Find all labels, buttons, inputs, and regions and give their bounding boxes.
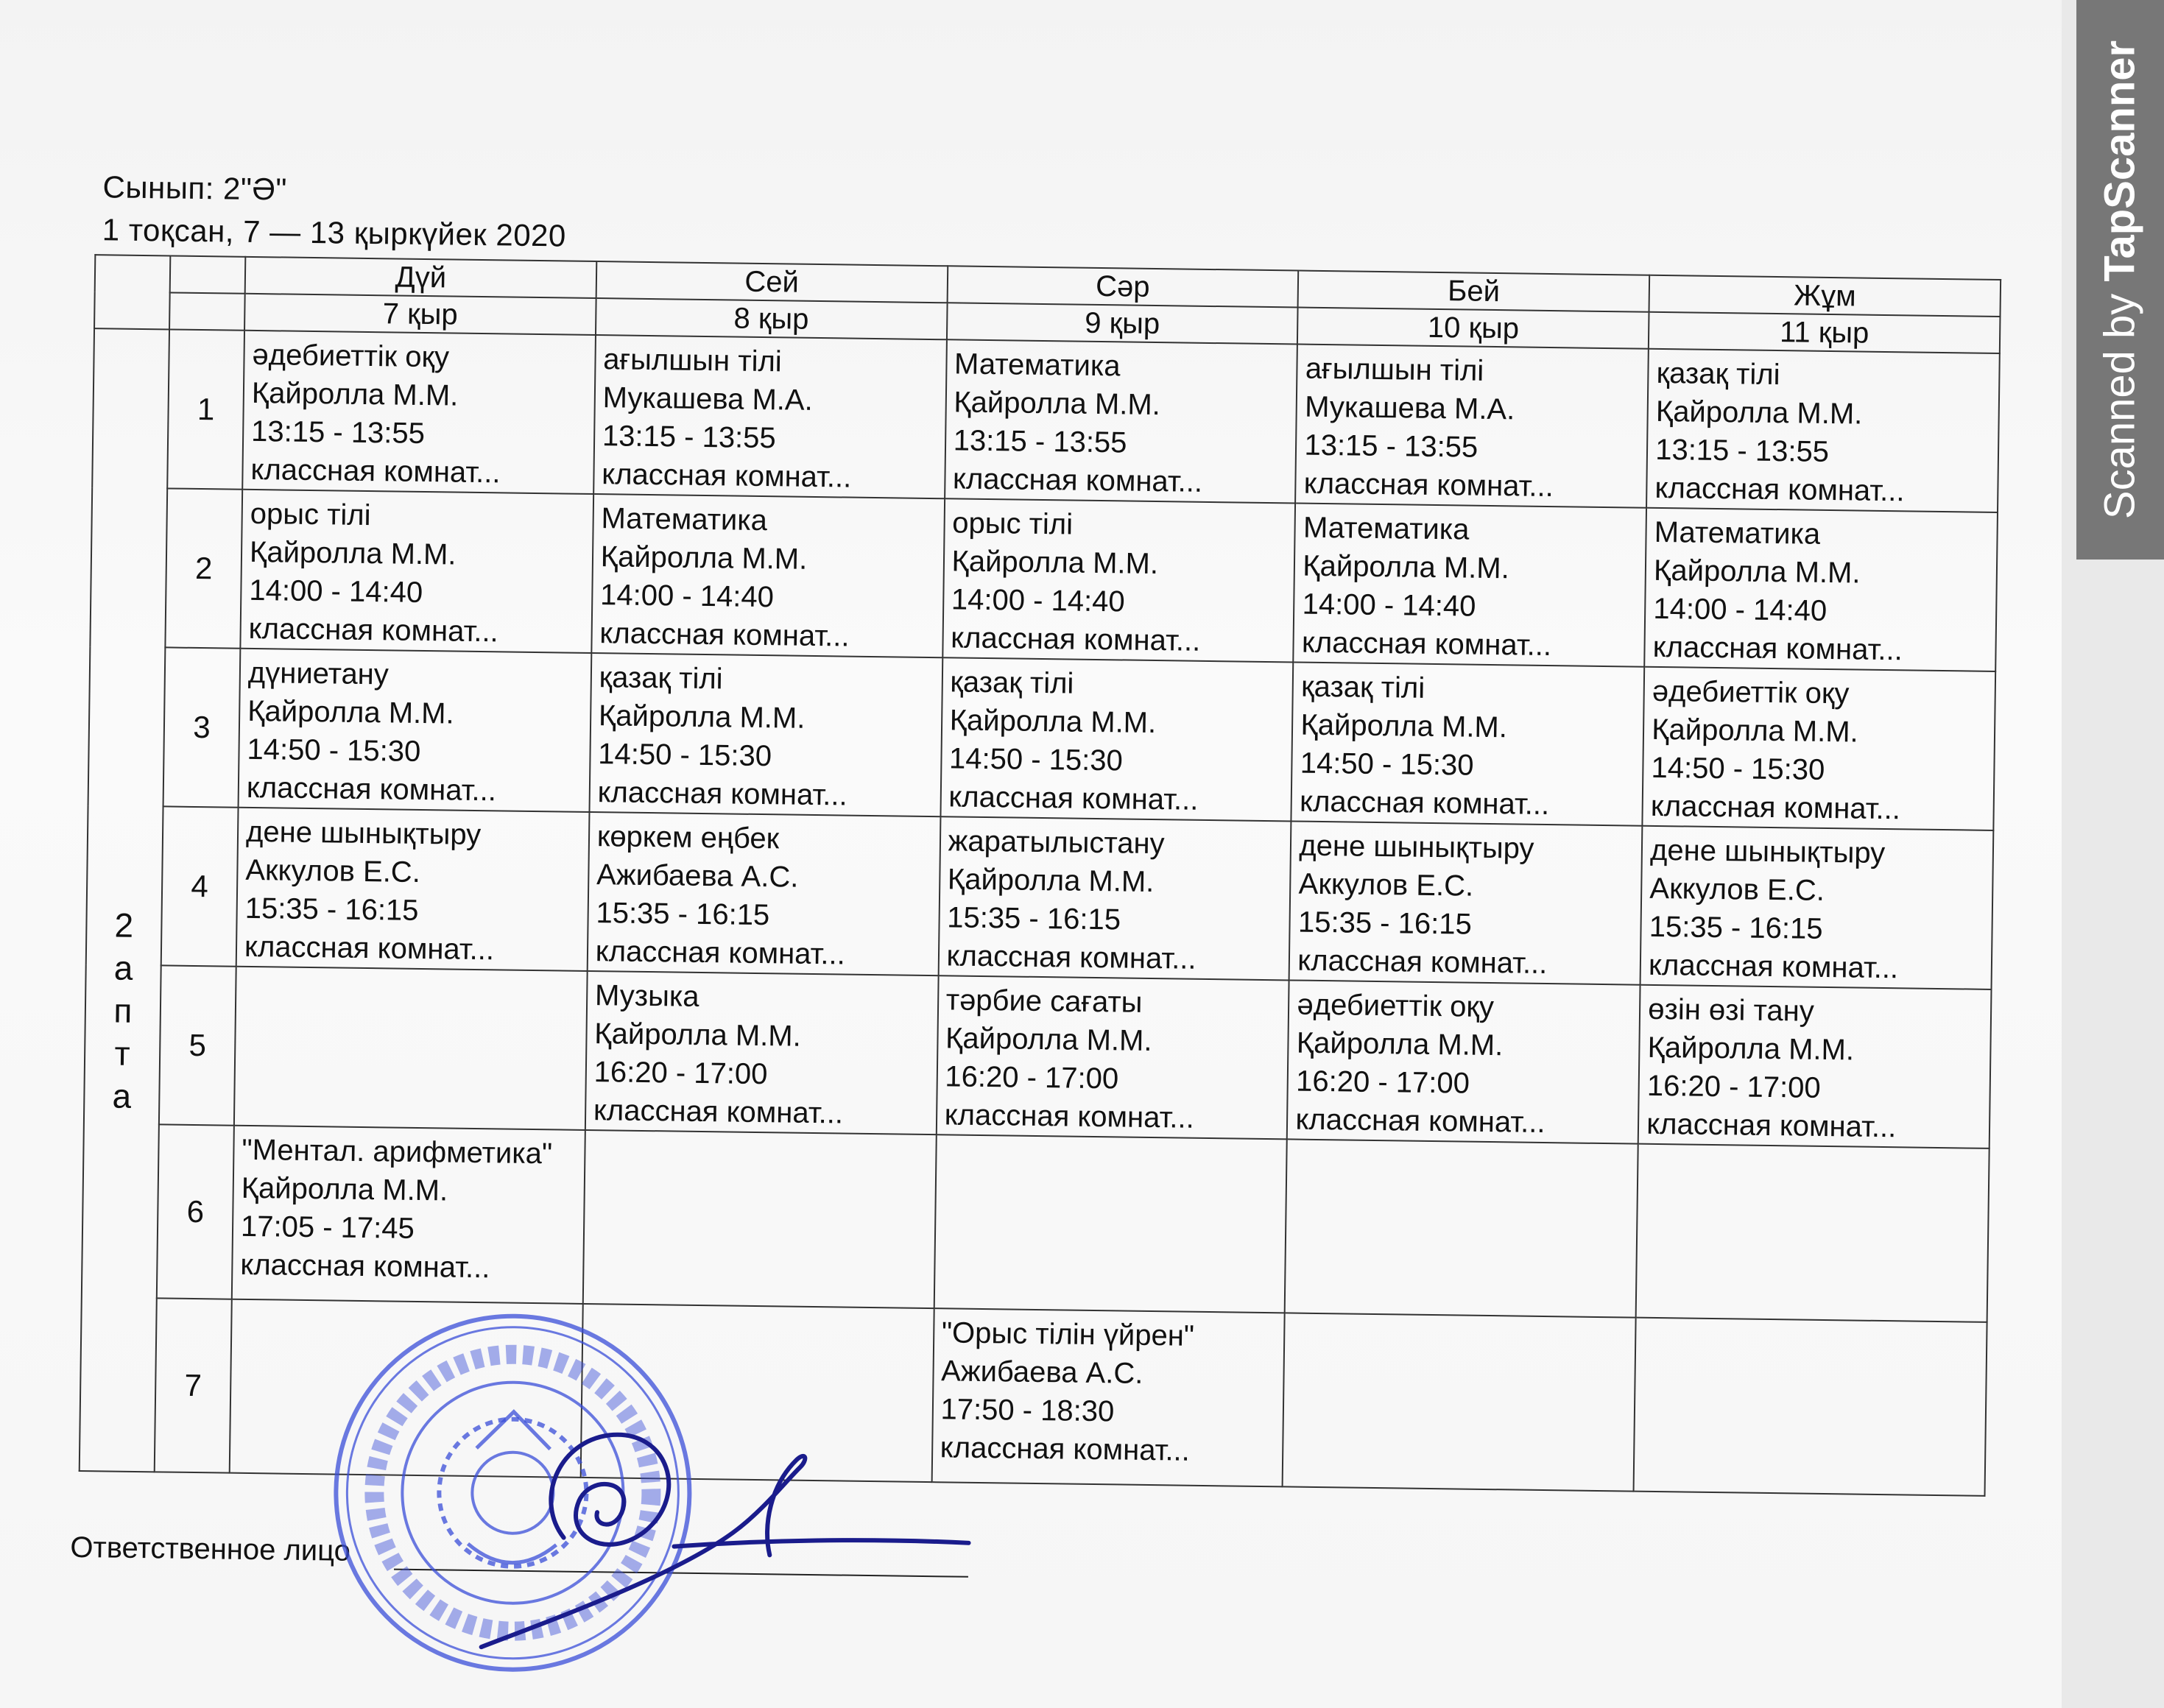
lesson-room: классная комнат...: [940, 1431, 1191, 1467]
lesson-cell: [591, 494, 945, 657]
lesson-teacher: Қайролла М.М.: [949, 704, 1157, 740]
lesson-teacher: Қайролла М.М.: [1296, 1026, 1504, 1062]
lesson-cell: [1643, 667, 1996, 830]
signature: [451, 1352, 1015, 1676]
day-date: 11 қыр: [1649, 312, 2000, 353]
empty-lesson-cell: [1634, 1318, 1987, 1496]
lesson-time: 14:50 - 15:30: [247, 733, 421, 768]
lesson-number: 2: [165, 488, 242, 648]
lesson-row: [88, 646, 1996, 830]
lesson-time: 17:50 - 18:30: [940, 1393, 1115, 1428]
lesson-number: 7: [155, 1298, 232, 1472]
lesson-cell: [1646, 349, 2000, 512]
lesson-teacher: Қайролла М.М.: [600, 540, 808, 576]
empty-lesson-cell: [1283, 1313, 1636, 1491]
lesson-teacher: Қайролла М.М.: [1303, 549, 1510, 585]
lesson-cell: [936, 975, 1289, 1139]
scanner-watermark-text: [2096, 40, 2145, 519]
lesson-room: классная комнат...: [950, 621, 1201, 657]
lesson-subject: дене шынықтыру: [1299, 829, 1534, 865]
lesson-room: классная комнат...: [602, 458, 852, 494]
lesson-room: классная комнат...: [597, 776, 847, 812]
lesson-room: классная комнат...: [595, 935, 846, 971]
lesson-teacher: Аккулов Е.С.: [245, 853, 421, 889]
empty-lesson-cell: [1285, 1139, 1638, 1317]
lesson-time: 14:50 - 15:30: [1300, 747, 1474, 782]
lesson-cell: [1640, 826, 1994, 989]
lesson-room: классная комнат...: [948, 780, 1199, 816]
lesson-subject: қазақ тілі: [599, 661, 723, 696]
lesson-subject: Музыка: [594, 979, 699, 1013]
lesson-time: 14:00 - 14:40: [1653, 592, 1828, 627]
lesson-room: классная комнат...: [599, 617, 850, 653]
lesson-time: 16:20 - 17:00: [1646, 1069, 1821, 1104]
lesson-teacher: Мукашева М.А.: [602, 381, 814, 417]
lesson-room: классная комнат...: [1295, 1103, 1546, 1140]
lesson-time: 13:15 - 13:55: [250, 414, 426, 451]
lesson-subject: орыс тілі: [951, 507, 1074, 541]
lesson-subject: орыс тілі: [250, 497, 371, 532]
lesson-teacher: Қайролла М.М.: [594, 1017, 802, 1053]
lesson-room: классная комнат...: [1303, 467, 1554, 504]
lesson-time: 14:00 - 14:40: [249, 574, 423, 609]
lesson-teacher: Қайролла М.М.: [241, 1171, 448, 1207]
empty-lesson-cell: [583, 1130, 937, 1308]
lesson-subject: қазақ тілі: [1656, 356, 1780, 392]
lesson-room: классная комнат...: [250, 453, 501, 490]
term-label: 1 тоқсан, 7 — 13 қыркүйек 2020: [102, 212, 567, 253]
lesson-room: классная комнат...: [944, 1098, 1195, 1134]
lesson-teacher: Қайролла М.М.: [251, 376, 459, 412]
day-date: 8 қыр: [596, 298, 947, 339]
lesson-time: 13:15 - 13:55: [602, 420, 777, 455]
lesson-time: 15:35 - 16:15: [1297, 906, 1473, 941]
num-header-cell: [170, 255, 246, 293]
day-name: Сәр: [947, 266, 1298, 307]
week-letter: п: [113, 991, 133, 1030]
lesson-cell: [942, 498, 1296, 662]
lesson-room: классная комнат...: [946, 939, 1196, 975]
lesson-time: 14:50 - 15:30: [948, 742, 1124, 777]
lesson-number: 5: [159, 965, 236, 1125]
lesson-time: 14:50 - 15:30: [598, 738, 772, 773]
day-date: 7 қыр: [244, 294, 596, 335]
lesson-cell: [945, 339, 1298, 503]
lesson-teacher: Қайролла М.М.: [947, 863, 1155, 899]
lesson-room: классная комнат...: [952, 462, 1203, 498]
lesson-time: 14:50 - 15:30: [1651, 751, 1825, 786]
lesson-number: 4: [161, 806, 239, 966]
lesson-time: 13:15 - 13:55: [953, 424, 1127, 459]
lesson-cell: [585, 971, 939, 1134]
lesson-cell: [940, 657, 1294, 821]
lesson-cell: [242, 331, 596, 494]
lesson-subject: тәрбие сағаты: [945, 984, 1143, 1019]
lesson-subject: ағылшын тілі: [603, 343, 783, 378]
lesson-time: 15:35 - 16:15: [1649, 910, 1823, 945]
empty-lesson-cell: [234, 967, 588, 1130]
lesson-subject: дене шынықтыру: [245, 815, 482, 852]
empty-lesson-cell: [1636, 1144, 1989, 1322]
watermark-prefix: Scanned by: [2096, 281, 2144, 520]
lesson-subject: "Орыс тілін үйрен": [941, 1316, 1195, 1352]
lesson-cell: [593, 335, 947, 498]
lesson-number: 3: [163, 647, 241, 807]
lesson-teacher: Аккулов Е.С.: [1298, 867, 1474, 903]
lesson-room: классная комнат...: [1297, 944, 1548, 981]
scanner-watermark-badge: [2076, 0, 2164, 560]
week-letter: т: [114, 1034, 131, 1073]
lesson-room: классная комнат...: [593, 1094, 844, 1130]
lesson-teacher: Қайролла М.М.: [249, 535, 457, 571]
lesson-room: классная комнат...: [1650, 789, 1901, 826]
empty-lesson-cell: [934, 1134, 1287, 1313]
lesson-subject: қазақ тілі: [1300, 670, 1425, 705]
week-letter: 2: [114, 906, 134, 945]
lesson-row: [82, 1123, 1989, 1322]
day-name: Сей: [596, 261, 947, 303]
week-label-cell: [80, 328, 169, 1472]
lesson-teacher: Қайролла М.М.: [951, 545, 1159, 581]
lesson-time: 16:20 - 17:00: [1295, 1065, 1470, 1100]
lesson-cell: [1294, 503, 1647, 666]
day-name: Бей: [1298, 271, 1649, 312]
lesson-room: классная комнат...: [240, 1248, 490, 1285]
lesson-room: классная комнат...: [246, 771, 497, 808]
lesson-subject: әдебиеттік оқу: [1652, 674, 1850, 710]
lesson-time: 13:15 - 13:55: [1304, 428, 1479, 464]
lesson-time: 15:35 - 16:15: [596, 897, 770, 932]
lesson-cell: [1289, 821, 1643, 984]
lesson-subject: Математика: [954, 347, 1121, 383]
lesson-time: 16:20 - 17:00: [945, 1060, 1119, 1095]
lesson-room: классная комнат...: [1301, 626, 1552, 663]
lesson-row: [90, 487, 1998, 671]
lesson-time: 17:05 - 17:45: [240, 1210, 415, 1245]
lesson-teacher: Ажибаева А.С.: [596, 858, 799, 894]
lesson-subject: Математика: [1654, 515, 1821, 551]
day-date: 10 қыр: [1297, 308, 1649, 349]
lesson-cell: [232, 1126, 585, 1304]
lesson-row: [84, 964, 1992, 1148]
lesson-time: 14:00 - 14:40: [599, 579, 775, 614]
lesson-subject: жаратылыстану: [948, 825, 1165, 861]
lesson-teacher: Қайролла М.М.: [1651, 713, 1858, 749]
lesson-room: классная комнат...: [1646, 1107, 1897, 1144]
lesson-room: классная комнат...: [248, 612, 499, 649]
lesson-room: классная комнат...: [1654, 471, 1905, 508]
class-label: Сынып: 2"Ә": [102, 169, 288, 207]
lesson-subject: дене шынықтыру: [1649, 833, 1886, 870]
week-letter: а: [113, 948, 133, 987]
lesson-subject: көркем еңбек: [596, 820, 780, 855]
week-letter: а: [112, 1076, 132, 1115]
lesson-cell: [1638, 985, 1992, 1148]
lesson-cell: [236, 808, 590, 971]
corner-cell: [94, 255, 170, 329]
lesson-subject: Математика: [1303, 511, 1470, 546]
lesson-teacher: Қайролла М.М.: [945, 1022, 1152, 1058]
lesson-teacher: Аккулов Е.С.: [1649, 872, 1825, 907]
lesson-subject: әдебиеттік оқу: [1297, 988, 1495, 1024]
lesson-room: классная комнат...: [1648, 948, 1899, 985]
lesson-room: классная комнат...: [244, 930, 495, 967]
lesson-time: 15:35 - 16:15: [946, 901, 1121, 936]
lesson-subject: әдебиеттік оқу: [252, 338, 450, 374]
lesson-row: [92, 328, 2000, 512]
lesson-room: классная комнат...: [1652, 630, 1903, 667]
lesson-teacher: Ажибаева А.С.: [940, 1355, 1143, 1390]
lesson-cell: [1295, 345, 1649, 508]
lesson-cell: [240, 490, 593, 653]
day-name: Дүй: [245, 257, 596, 298]
lesson-row: [86, 805, 1994, 989]
lesson-subject: Математика: [601, 502, 768, 537]
lesson-teacher: Қайролла М.М.: [1647, 1031, 1855, 1067]
lesson-subject: дүниетану: [247, 656, 390, 691]
day-date: 9 қыр: [947, 303, 1298, 344]
lesson-teacher: Қайролла М.М.: [1655, 395, 1863, 431]
lesson-cell: [1291, 662, 1645, 825]
lesson-time: 16:20 - 17:00: [593, 1056, 768, 1091]
lesson-time: 14:00 - 14:40: [951, 583, 1125, 618]
lesson-subject: ағылшын тілі: [1305, 352, 1484, 387]
lesson-subject: "Ментал. арифметика": [242, 1133, 553, 1171]
lesson-cell: [589, 653, 942, 816]
num-header-cell: [169, 292, 245, 330]
schedule-document: [69, 162, 2017, 1659]
lesson-subject: өзін өзі тану: [1648, 992, 1815, 1028]
lesson-cell: [938, 816, 1291, 980]
lesson-teacher: Мукашева М.А.: [1304, 390, 1515, 426]
responsible-label: Ответственное лицо: [70, 1531, 351, 1567]
lesson-teacher: Қайролла М.М.: [247, 694, 454, 730]
lesson-number: 6: [157, 1124, 234, 1299]
day-name: Жұм: [1649, 275, 2001, 317]
lesson-time: 13:15 - 13:55: [1654, 433, 1830, 468]
lesson-teacher: Қайролла М.М.: [1653, 554, 1861, 590]
lesson-cell: [239, 649, 592, 812]
lesson-cell: [587, 812, 940, 975]
lesson-time: 15:35 - 16:15: [244, 892, 419, 927]
lesson-cell: [1287, 980, 1640, 1143]
lesson-cell: [1644, 508, 1998, 671]
lesson-time: 14:00 - 14:40: [1302, 587, 1476, 623]
watermark-brand: TapScanner: [2096, 40, 2144, 282]
lesson-number: 1: [167, 329, 244, 489]
lesson-room: классная комнат...: [1299, 785, 1550, 822]
lesson-teacher: Қайролла М.М.: [954, 386, 1161, 422]
lesson-teacher: Қайролла М.М.: [1300, 708, 1508, 744]
lesson-teacher: Қайролла М.М.: [598, 699, 806, 735]
lesson-subject: қазақ тілі: [950, 666, 1074, 700]
